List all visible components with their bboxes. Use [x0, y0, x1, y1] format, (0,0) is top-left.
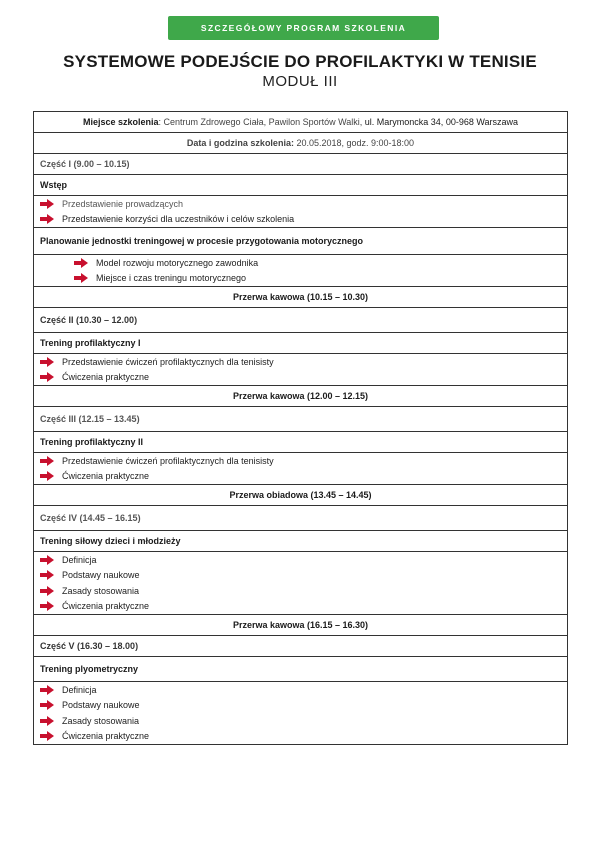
red-arrow-icon [40, 555, 54, 565]
section-title: Trening siłowy dzieci i młodzieży [34, 531, 568, 552]
list-item [40, 370, 561, 386]
part-2-label: Część II (10.30 – 12.00) [34, 308, 568, 333]
place-row [34, 112, 568, 133]
page-subtitle: MODUŁ III [262, 73, 338, 90]
red-arrow-icon [40, 570, 54, 580]
list-item [40, 212, 561, 228]
part-label [34, 407, 568, 432]
section-row [34, 531, 568, 552]
place-value: : Centrum Zdrowego Ciała, Pawilon Sportów Walki, [158, 117, 363, 127]
item-text: Miejsce i czas treningu motorycznego [96, 273, 247, 284]
red-arrow-icon [40, 685, 54, 695]
schedule-table [33, 111, 568, 745]
items-cell [34, 552, 568, 615]
item-text: Przedstawienie ćwiczeń profilaktycznych dla tenisisty [62, 455, 274, 466]
list-item [40, 469, 561, 485]
red-arrow-icon [40, 716, 54, 726]
items-cell [34, 453, 568, 485]
item-text: Przedstawienie ćwiczeń profilaktycznych dla tenisisty [62, 356, 274, 367]
break-row [34, 485, 568, 506]
item-text: Podstawy naukowe [62, 570, 140, 581]
list-item [40, 599, 561, 615]
item-text: Ćwiczenia praktyczne [62, 601, 150, 612]
items-cell [34, 682, 568, 745]
items-row [34, 255, 568, 287]
section-row [34, 657, 568, 682]
items-row [34, 552, 568, 615]
item-text: Model rozwoju motorycznego zawodnika [96, 257, 259, 268]
part-row [34, 636, 568, 657]
section-title: Trening plyometryczny [34, 657, 568, 682]
list-item [40, 568, 561, 584]
place-cell [34, 112, 568, 133]
list-item [40, 354, 561, 370]
items-cell [34, 354, 568, 386]
part-1-label: Część I (9.00 – 10.15) [40, 159, 130, 169]
part-row [34, 154, 568, 175]
item-text: Ćwiczenia praktyczne [62, 471, 150, 482]
red-arrow-icon [40, 456, 54, 466]
items-row [34, 453, 568, 485]
list-item [40, 196, 561, 212]
red-arrow-icon [40, 731, 54, 741]
list-item [74, 271, 561, 287]
items-row [34, 354, 568, 386]
break-label: Przerwa kawowa (12.00 – 12.15) [34, 386, 568, 407]
part-row [34, 308, 568, 333]
list-item [40, 682, 561, 698]
break-label: Przerwa kawowa (10.15 – 10.30) [34, 287, 568, 308]
section-title: Trening profilaktyczny I [34, 333, 568, 354]
place-address: ul. Marymoncka 34, 00-968 Warszawa [362, 117, 519, 127]
items-cell [34, 196, 568, 228]
datetime-label: Data i godzina szkolenia: [186, 138, 294, 148]
break-row [34, 386, 568, 407]
section-title: Trening profilaktyczny II [34, 432, 568, 453]
break-label: Przerwa obiadowa (13.45 – 14.45) [34, 485, 568, 506]
list-item [40, 552, 561, 568]
section-row [34, 432, 568, 453]
red-arrow-icon [40, 199, 54, 209]
item-text: Ćwiczenia praktyczne [62, 731, 150, 742]
item-text: Przedstawienie korzyści dla uczestników i celów szkolenia [62, 214, 295, 225]
red-arrow-icon [74, 273, 88, 283]
list-item [40, 729, 561, 745]
list-item [40, 713, 561, 729]
datetime-cell [34, 133, 568, 154]
red-arrow-icon [40, 601, 54, 611]
items-cell [34, 255, 568, 287]
item-text: Zasady stosowania [62, 715, 140, 726]
page-title: SYSTEMOWE PODEJŚCIE DO PROFILAKTYKI W TENISIE [63, 52, 537, 71]
section-title: Wstęp [34, 175, 568, 196]
datetime-row [34, 133, 568, 154]
part-5-label: Część V (16.30 – 18.00) [34, 636, 568, 657]
red-arrow-icon [40, 357, 54, 367]
item-text: Przedstawienie prowadzących [62, 198, 184, 209]
part-4-label: Część IV (14.45 – 16.15) [40, 513, 141, 523]
part-row [34, 407, 568, 432]
items-row [34, 196, 568, 228]
list-item [40, 698, 561, 714]
part-label [34, 506, 568, 531]
place-label: Miejsce szkolenia [82, 117, 159, 127]
red-arrow-icon [74, 258, 88, 268]
part-row [34, 506, 568, 531]
item-text: Definicja [62, 684, 97, 695]
break-row [34, 287, 568, 308]
program-banner: SZCZEGÓŁOWY PROGRAM SZKOLENIA [168, 16, 439, 40]
list-item [40, 583, 561, 599]
items-row [34, 682, 568, 745]
red-arrow-icon [40, 586, 54, 596]
list-item [74, 255, 561, 271]
part-label [34, 154, 568, 175]
section-row [34, 175, 568, 196]
break-row [34, 615, 568, 636]
section-row [34, 228, 568, 255]
list-item [40, 453, 561, 469]
part-3-label: Część III (12.15 – 13.45) [40, 414, 140, 424]
item-text: Podstawy naukowe [62, 700, 140, 711]
datetime-value: 20.05.2018, godz. 9:00-18:00 [293, 138, 415, 148]
red-arrow-icon [40, 700, 54, 710]
red-arrow-icon [40, 214, 54, 224]
item-text: Zasady stosowania [62, 585, 140, 596]
item-text: Ćwiczenia praktyczne [62, 372, 150, 383]
section-row [34, 333, 568, 354]
break-label: Przerwa kawowa (16.15 – 16.30) [34, 615, 568, 636]
section-title: Planowanie jednostki treningowej w procesie przygotowania motorycznego [34, 228, 568, 255]
item-text: Definicja [62, 554, 97, 565]
red-arrow-icon [40, 471, 54, 481]
red-arrow-icon [40, 372, 54, 382]
